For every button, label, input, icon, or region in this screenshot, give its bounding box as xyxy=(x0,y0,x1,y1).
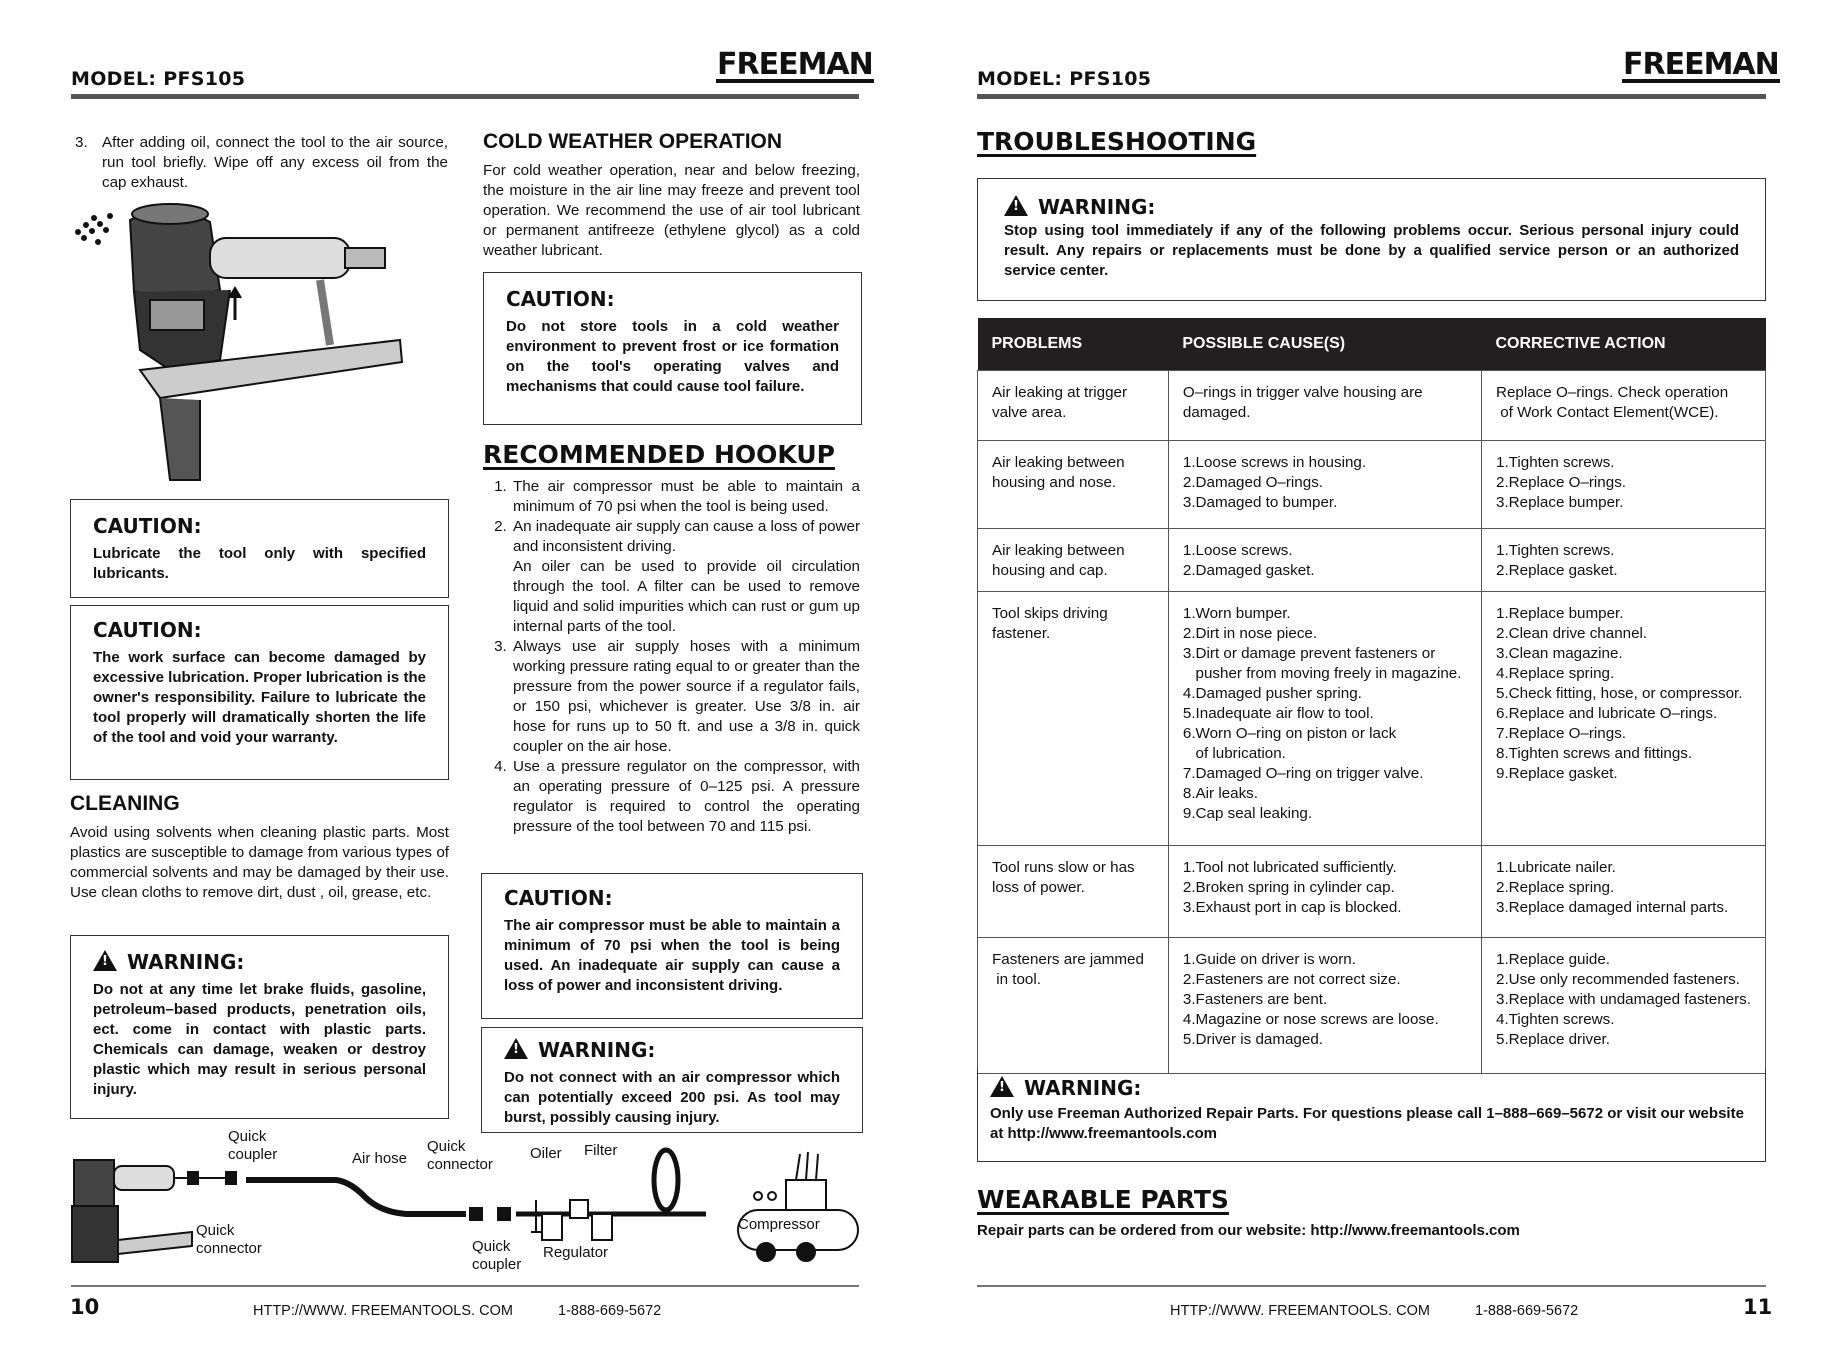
label-regulator: Regulator xyxy=(543,1244,609,1261)
cause-cell-line: 4.Damaged pusher spring. xyxy=(1182,685,1362,702)
caution-box-cold-storage: CAUTION: Do not store tools in a cold weather environment to prevent frost or ice formation on the tool's operating valves and mechanisms that could cause tool failure. xyxy=(483,272,862,425)
problem-cell-line: Air leaking between xyxy=(992,454,1125,471)
table-row xyxy=(978,441,1766,529)
problem-cell-line: in tool. xyxy=(992,971,1041,988)
cause-cell-line: pusher from moving freely in magazine. xyxy=(1182,665,1462,682)
problem-cell-line: Tool skips driving xyxy=(992,605,1108,622)
problem-cell xyxy=(978,371,1169,441)
cause-cell-line: 5.Inadequate air flow to tool. xyxy=(1182,705,1374,722)
header-rule xyxy=(71,94,859,99)
cause-cell-line: 3.Exhaust port in cap is blocked. xyxy=(1182,899,1402,916)
action-cell-line: 3.Clean magazine. xyxy=(1496,645,1623,662)
cause-cell-line: 4.Magazine or nose screws are loose. xyxy=(1182,1011,1439,1028)
cause-cell-line: 2.Fasteners are not correct size. xyxy=(1182,971,1401,988)
action-cell-line: 1.Replace guide. xyxy=(1496,951,1610,968)
action-cell-line: 1.Lubricate nailer. xyxy=(1496,859,1616,876)
table-row xyxy=(978,846,1766,938)
cause-cell-line: 3.Fasteners are bent. xyxy=(1182,991,1328,1008)
label-oiler: Oiler xyxy=(530,1145,562,1162)
troubleshooting-title: TROUBLESHOOTING xyxy=(977,127,1257,156)
cleaning-title: CLEANING xyxy=(70,792,180,815)
troubleshooting-table xyxy=(977,318,1766,1074)
cause-cell-line: 1.Guide on driver is worn. xyxy=(1182,951,1356,968)
cause-cell-line: damaged. xyxy=(1182,404,1251,421)
cause-cell xyxy=(1168,846,1481,938)
table-row xyxy=(978,529,1766,592)
table-row xyxy=(978,938,1766,1074)
action-cell-line: 2.Replace O–rings. xyxy=(1496,474,1627,491)
label-air-hose: Air hose xyxy=(352,1150,408,1167)
problem-cell xyxy=(978,846,1169,938)
model-label: MODEL: PFS105 xyxy=(71,68,246,90)
hookup-item-2: 2. An inadequate air supply can cause a loss of power and inconsistent driving. An oiler can be used to provide oil circulation through the tool. A filter can be used to remove liquid and solid impurities which can rust or gum up internal parts of the tool. xyxy=(511,517,860,637)
header-rule xyxy=(977,94,1766,99)
cleaning-text: Avoid using solvents when cleaning plastic parts. Most plastics are susceptible to damage from various types of commercial solvents and may be damaged by their use. Use clean cloths to remove dirt, dust , oil, grease, etc. xyxy=(70,824,449,901)
warning-icon xyxy=(990,1076,1014,1097)
hookup-list xyxy=(483,477,860,837)
action-cell-line: 6.Replace and lubricate O–rings. xyxy=(1496,705,1718,722)
footer-url: HTTP://WWW. FREEMANTOOLS. COM xyxy=(253,1303,513,1319)
footer-rule xyxy=(71,1285,859,1287)
cause-cell-line: O–rings in trigger valve housing are xyxy=(1182,384,1423,401)
header-actions: CORRECTIVE ACTION xyxy=(1482,318,1766,371)
problem-cell xyxy=(978,529,1169,592)
label-quick-connector-bottom: Quick connector xyxy=(196,1222,262,1257)
cause-cell-line: of lubrication. xyxy=(1182,745,1286,762)
action-cell xyxy=(1482,938,1766,1074)
freeman-logo: FREEMAN xyxy=(1623,47,1779,82)
warning-box-stop-using: !WARNING: Stop using tool immediately if any of the following problems occur. Serious personal injury could result. Any repairs or replacements must be done by a qualified service person or an authorized service center. xyxy=(977,178,1766,301)
label-quick-coupler-top: Quick coupler xyxy=(228,1128,278,1163)
action-cell xyxy=(1482,371,1766,441)
cause-cell-line: 2.Broken spring in cylinder cap. xyxy=(1182,879,1395,896)
warning-icon xyxy=(504,1038,528,1059)
action-cell-line: 3.Replace bumper. xyxy=(1496,494,1624,511)
cause-cell xyxy=(1168,938,1481,1074)
caution-box-lubricants: CAUTION: Lubricate the tool only with specified lubricants. xyxy=(70,499,449,598)
cause-cell-line: 6.Worn O–ring on piston or lack xyxy=(1182,725,1397,742)
label-filter: Filter xyxy=(584,1142,618,1159)
page-number: 10 xyxy=(70,1295,100,1319)
problem-cell-line: fastener. xyxy=(992,625,1051,642)
action-cell-line: 9.Replace gasket. xyxy=(1496,765,1618,782)
action-cell-line: 4.Tighten screws. xyxy=(1496,1011,1615,1028)
cause-cell-line: 2.Dirt in nose piece. xyxy=(1182,625,1318,642)
cause-cell xyxy=(1168,529,1481,592)
cause-cell-line: 1.Worn bumper. xyxy=(1182,605,1291,622)
hookup-item-1: 1. The air compressor must be able to maintain a minimum of 70 psi when the tool is being used. xyxy=(511,477,860,517)
warning-box-authorized-parts: !WARNING: Only use Freeman Authorized Repair Parts. For questions please call 1–888–669–5672 or visit our website at http://www.freemantools.com xyxy=(977,1068,1766,1162)
recommended-hookup-title: RECOMMENDED HOOKUP xyxy=(483,440,835,469)
header-causes: POSSIBLE CAUSE(S) xyxy=(1168,318,1481,371)
action-cell-line: 5.Check fitting, hose, or compressor. xyxy=(1496,685,1743,702)
action-cell-line: of Work Contact Element(WCE). xyxy=(1496,404,1719,421)
footer-phone: 1-888-669-5672 xyxy=(1475,1303,1579,1319)
footer-url: HTTP://WWW. FREEMANTOOLS. COM xyxy=(1170,1303,1430,1319)
cause-cell-line: 2.Damaged gasket. xyxy=(1182,562,1315,579)
problem-cell xyxy=(978,441,1169,529)
cause-cell-line: 8.Air leaks. xyxy=(1182,785,1258,802)
action-cell xyxy=(1482,592,1766,846)
warning-icon xyxy=(93,950,117,971)
label-quick-connector-top: Quick connector xyxy=(427,1138,493,1173)
action-cell-line: 2.Use only recommended fasteners. xyxy=(1496,971,1740,988)
wearable-parts-title: WEARABLE PARTS xyxy=(977,1185,1229,1214)
problem-cell-line: housing and cap. xyxy=(992,562,1108,579)
warning-icon xyxy=(1004,195,1028,216)
hookup-item-4: 4. Use a pressure regulator on the compressor, with an operating pressure of 0–125 psi. A pressure regulator is required to control the operating pressure of the tool between 70 and 115 psi. xyxy=(511,757,860,837)
action-cell-line: 1.Tighten screws. xyxy=(1496,454,1615,471)
footer-rule xyxy=(977,1285,1766,1287)
cause-cell xyxy=(1168,592,1481,846)
cause-cell-line: 1.Loose screws in housing. xyxy=(1182,454,1367,471)
cause-cell-line: 3.Damaged to bumper. xyxy=(1182,494,1338,511)
cause-cell xyxy=(1168,441,1481,529)
caution-box-work-surface: CAUTION: The work surface can become damaged by excessive lubrication. Proper lubrication is the owner's responsibility. Failure to lubricate the tool properly will dramatically shorten the life of the tool and void your warranty. xyxy=(70,605,449,780)
label-compressor: Compressor xyxy=(738,1216,820,1233)
cold-weather-text: For cold weather operation, near and below freezing, the moisture in the air line may freeze and prevent tool operation. We recommend the use of air tool lubricant or permanent antifreeze (ethylene glycol) as a cold weather lubricant. xyxy=(483,162,860,259)
cause-cell-line: 7.Damaged O–ring on trigger valve. xyxy=(1182,765,1424,782)
cause-cell-line: 1.Loose screws. xyxy=(1182,542,1293,559)
action-cell-line: 1.Replace bumper. xyxy=(1496,605,1624,622)
cause-cell-line: 5.Driver is damaged. xyxy=(1182,1031,1323,1048)
problem-cell xyxy=(978,938,1169,1074)
table-row xyxy=(978,592,1766,846)
stapler-illustration xyxy=(70,200,410,490)
cold-weather-title: COLD WEATHER OPERATION xyxy=(483,130,783,153)
problem-cell-line: loss of power. xyxy=(992,879,1085,896)
page-number: 11 xyxy=(1743,1295,1773,1319)
problem-cell-line: Air leaking at trigger xyxy=(992,384,1128,401)
action-cell-line: 3.Replace with undamaged fasteners. xyxy=(1496,991,1751,1008)
action-cell xyxy=(1482,441,1766,529)
action-cell-line: 7.Replace O–rings. xyxy=(1496,725,1627,742)
action-cell xyxy=(1482,529,1766,592)
cause-cell-line: 2.Damaged O–rings. xyxy=(1182,474,1324,491)
warning-box-plastic: !WARNING: Do not at any time let brake fluids, gasoline, petroleum–based products, penetration oils, ect. come in contact with plastic parts. Chemicals can damage, weaken or destroy plastic which may result in serious personal injury. xyxy=(70,935,449,1119)
caution-box-air-compressor: CAUTION: The air compressor must be able to maintain a minimum of 70 psi when the tool is being used. An inadequate air supply can cause a loss of power and inconsistent driving. xyxy=(481,873,863,1019)
warning-box-200psi: !WARNING: Do not connect with an air compressor which can potentially exceed 200 psi. As tool may burst, possibly causing injury. xyxy=(481,1027,863,1133)
label-quick-coupler-bottom: Quick coupler xyxy=(472,1238,522,1273)
header-problems: PROBLEMS xyxy=(978,318,1169,371)
cause-cell-line: 1.Tool not lubricated sufficiently. xyxy=(1182,859,1397,876)
problem-cell-line: valve area. xyxy=(992,404,1067,421)
action-cell xyxy=(1482,846,1766,938)
action-cell-line: Replace O–rings. Check operation xyxy=(1496,384,1729,401)
problem-cell-line: Tool runs slow or has xyxy=(992,859,1135,876)
freeman-logo: FREEMAN xyxy=(717,47,873,82)
action-cell-line: 5.Replace driver. xyxy=(1496,1031,1610,1048)
action-cell-line: 4.Replace spring. xyxy=(1496,665,1615,682)
cause-cell-line: 9.Cap seal leaking. xyxy=(1182,805,1313,822)
wearable-parts-text: Repair parts can be ordered from our website: http://www.freemantools.com xyxy=(977,1222,1520,1239)
action-cell-line: 2.Replace spring. xyxy=(1496,879,1615,896)
action-cell-line: 1.Tighten screws. xyxy=(1496,542,1615,559)
cause-cell-line: 3.Dirt or damage prevent fasteners or xyxy=(1182,645,1436,662)
problem-cell-line: housing and nose. xyxy=(992,474,1117,491)
action-cell-line: 2.Clean drive channel. xyxy=(1496,625,1648,642)
problem-cell-line: Air leaking between xyxy=(992,542,1125,559)
step-3: 3. After adding oil, connect the tool to the air source, run tool briefly. Wipe off any excess oil from the cap exhaust. xyxy=(75,134,448,191)
model-label: MODEL: PFS105 xyxy=(977,68,1152,90)
action-cell-line: 8.Tighten screws and fittings. xyxy=(1496,745,1693,762)
cause-cell xyxy=(1168,371,1481,441)
action-cell-line: 2.Replace gasket. xyxy=(1496,562,1618,579)
right-page xyxy=(917,0,1834,1362)
footer-phone: 1-888-669-5672 xyxy=(558,1303,662,1319)
table-row xyxy=(978,371,1766,441)
action-cell-line: 3.Replace damaged internal parts. xyxy=(1496,899,1729,916)
hookup-item-3: 3. Always use air supply hoses with a minimum working pressure rating equal to or greater than the pressure from the power source if a regulator fails, or 150 psi, whichever is greater. Use 3/8 in. air hose for runs up to 50 ft. and use a 3/8 in. quick coupler on the air hose. xyxy=(511,637,860,757)
problem-cell-line: Fasteners are jammed xyxy=(992,951,1144,968)
problem-cell xyxy=(978,592,1169,846)
